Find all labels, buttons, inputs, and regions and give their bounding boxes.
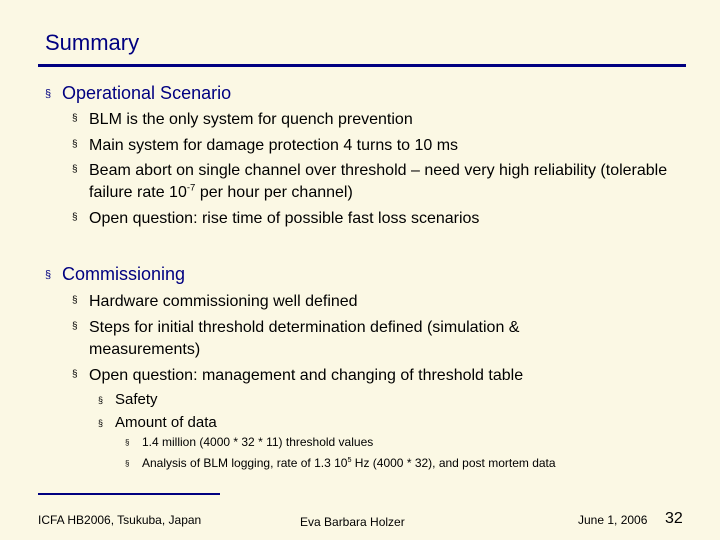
list-item-text: Open question: rise time of possible fast loss scenarios [89, 210, 480, 227]
list-subsubitem-text [142, 456, 685, 472]
bullet-marker: § [45, 88, 52, 100]
page-number: 32 [665, 510, 683, 527]
bullet-marker: § [72, 369, 78, 380]
list-subsubitem [125, 456, 685, 472]
bullet-marker: § [72, 113, 78, 124]
section-operational-scenario [45, 83, 685, 105]
list-subitem [98, 414, 678, 433]
section-heading: Commissioning [62, 264, 186, 284]
bullet-marker: § [72, 295, 78, 306]
exponent: 5 [347, 455, 352, 464]
list-subitem-text: Amount of data [115, 414, 217, 431]
section-commissioning [45, 264, 685, 286]
list-subsubitem-text-part: Analysis of BLM logging, rate of 1.3 10 [142, 456, 348, 470]
bullet-marker: § [98, 395, 104, 405]
bullet-marker: § [72, 321, 78, 332]
list-item-text [89, 160, 682, 204]
footer-event: ICFA HB2006, Tsukuba, Japan [38, 513, 202, 527]
list-item [72, 160, 682, 204]
list-item-text: Hardware commissioning well defined [89, 293, 358, 310]
bullet-marker: § [125, 438, 130, 447]
list-item [72, 109, 682, 131]
bullet-marker: § [72, 139, 78, 150]
bullet-marker: § [72, 164, 78, 175]
footer-author: Eva Barbara Holzer [300, 515, 405, 529]
footer-rule [38, 493, 220, 495]
list-item [72, 317, 612, 361]
list-item-text-part: per hour per channel) [195, 184, 353, 201]
title-underline [38, 64, 686, 67]
list-item-text: BLM is the only system for quench prevention [89, 111, 413, 128]
bullet-marker: § [125, 459, 130, 468]
list-item [72, 291, 682, 313]
bullet-marker: § [72, 212, 78, 223]
list-subitem [98, 391, 678, 410]
list-item-text: Open question: management and changing of threshold table [89, 367, 524, 384]
list-item [72, 135, 682, 157]
section-heading: Operational Scenario [62, 83, 232, 103]
list-subsubitem-text-part: Hz (4000 * 32), and post mortem data [351, 456, 556, 470]
list-item-text-part: Beam abort on single channel over threshold – need very high reliability (tolerable failure rate 10 [89, 162, 668, 201]
exponent: -7 [186, 182, 196, 194]
list-item-text: Steps for initial threshold determination defined (simulation & measurements) [89, 319, 520, 358]
bullet-marker: § [98, 418, 104, 428]
list-subitem-text: Safety [115, 391, 158, 408]
list-item [72, 208, 682, 230]
list-subsubitem [125, 435, 685, 451]
list-item [72, 365, 682, 387]
list-item-text: Main system for damage protection 4 turns to 10 ms [89, 137, 459, 154]
footer-date: June 1, 2006 [578, 513, 648, 527]
list-subsubitem-text: 1.4 million (4000 * 32 * 11) threshold values [142, 435, 374, 449]
bullet-marker: § [45, 269, 52, 281]
slide-title: Summary [45, 30, 140, 55]
